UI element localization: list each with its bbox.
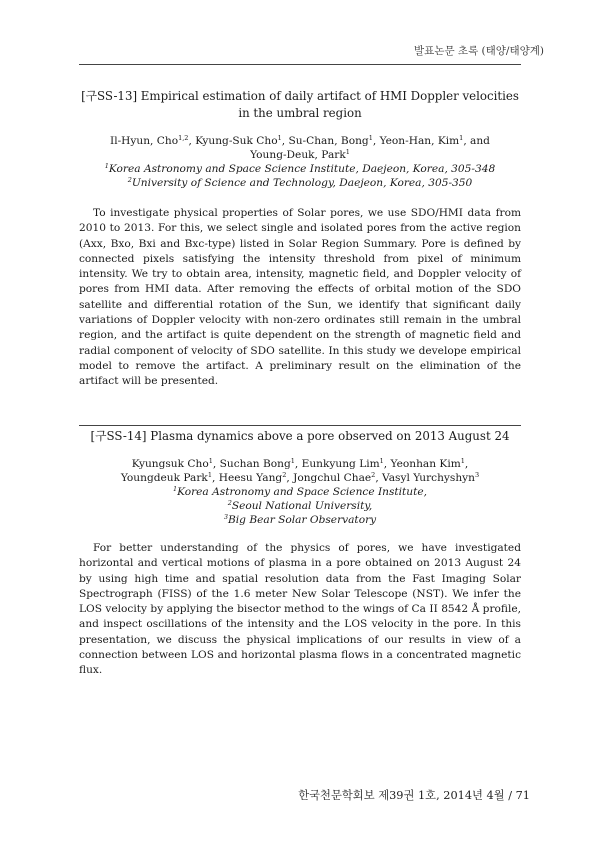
author-name: , Su-Chan, Bong xyxy=(281,135,369,147)
author-name: , Eunkyung Lim xyxy=(294,458,380,470)
author-name: , Yeon-Han, Kim xyxy=(372,135,460,147)
paper1-title-line1: [구SS-13] Empirical estimation of daily artifact of HMI Doppler velocities xyxy=(81,89,519,103)
affiliation-text: University of Science and Technology, Daejeon, Korea, 305-350 xyxy=(131,177,473,189)
affiliation-text: Korea Astronomy and Space Science Institute, Daejeon, Korea, 305-348 xyxy=(108,163,496,175)
affiliation-sup: 2 xyxy=(127,176,132,184)
author-name: , xyxy=(464,458,469,470)
affiliation-sup: 1 xyxy=(104,162,109,170)
author-affiliation-sup: 1 xyxy=(379,457,384,465)
running-header: 발표논문 초록 (태양/태양계) xyxy=(414,45,544,57)
author-affiliation-sup: 1 xyxy=(345,148,350,156)
author-affiliation-sup: 2 xyxy=(282,471,287,479)
paper2-affiliation-3 xyxy=(79,513,521,528)
paper1-authors-line2 xyxy=(79,148,521,163)
footer-citation: 한국천문학회보 제39권 1호, 2014년 4월 / 71 xyxy=(298,789,530,802)
paper2-affiliation-2 xyxy=(79,499,521,514)
affiliation-sup: 3 xyxy=(223,513,228,521)
author-affiliation-sup: 1,2 xyxy=(178,134,189,142)
author-affiliation-sup: 1 xyxy=(460,457,465,465)
paper1-affiliation-2 xyxy=(79,176,521,191)
author-name: , and xyxy=(463,135,490,147)
paper1-affiliation-1 xyxy=(79,162,521,177)
author-name: Il-Hyun, Cho xyxy=(110,135,179,147)
affiliation-sup: 1 xyxy=(172,485,178,493)
author-affiliation-sup: 1 xyxy=(368,134,373,142)
author-affiliation-sup: 3 xyxy=(475,471,480,479)
author-name: , Kyung-Suk Cho xyxy=(188,135,278,147)
paper1-abstract: To investigate physical properties of Solar pores, we use SDO/HMI data from 2010 to 2013. For this, we select single and isolated pores from the active region (Axx, Bxo, Bxi and Bxc-type) listed in Solar Region Summary. Pore is defined by connected pixels satisfying the intensity threshold from pixel of minimum intensity. We try to obtain area, intensity, magnetic field, and Doppler velocity of pores from HMI data. After removing the effects of orbital motion of the SDO satellite and differential rotation of the Sun, we identify that significant daily variations of Doppler velocity with non-zero ordinates still remain in the umbral region, and the artifact is quite dependent on the strength of magnetic field and radial component of velocity of SDO satellite. In this study we develope empirical model to remove the artifact. A preliminary result on the elimination of the artifact will be presented. xyxy=(79,207,521,388)
affiliation-sup: 2 xyxy=(227,499,232,507)
affiliation-text: Seoul National University, xyxy=(231,500,373,512)
paper2-affiliation-1 xyxy=(79,485,521,500)
author-name: , Heesu Yang xyxy=(211,472,283,484)
author-name: , Suchan Bong xyxy=(212,458,291,470)
author-name: , Yeonhan Kim xyxy=(383,458,461,470)
author-name: Youngdeuk Park xyxy=(120,472,208,484)
author-affiliation-sup: 2 xyxy=(371,471,376,479)
author-name: Young-Deuk, Park xyxy=(250,149,346,161)
author-affiliation-sup: 1 xyxy=(277,134,282,142)
paper1-authors-line1 xyxy=(79,134,521,149)
paper1-title-line2: in the umbral region xyxy=(238,106,362,120)
author-affiliation-sup: 1 xyxy=(290,457,295,465)
author-name: Kyungsuk Cho xyxy=(131,458,209,470)
author-affiliation-sup: 1 xyxy=(207,471,212,479)
author-affiliation-sup: 1 xyxy=(208,457,213,465)
top-rule xyxy=(79,64,521,65)
affiliation-text: Big Bear Solar Observatory xyxy=(228,514,377,526)
author-name: , Vasyl Yurchyshyn xyxy=(375,472,475,484)
paper2-abstract: For better understanding of the physics of pores, we have investigated horizontal and vertical motions of plasma in a pore obtained on 2013 August 24 by using high time and spatial resolution data from the Fast Imaging Solar Spectrograph (FISS) of the 1.6 meter New Solar Telescope (NST). We infer the LOS velocity by applying the bisector method to the wings of Ca II 8542 Å profile, and inspect oscillations of the intensity and the LOS velocity in the pore. In this presentation, we discuss the physical implications of our results in view of a connection between LOS and horizontal plasma flows in a concentrated magnetic flux. xyxy=(79,542,521,677)
paper2-authors-line2 xyxy=(79,471,521,486)
author-name: , Jongchul Chae xyxy=(286,472,372,484)
paper2-title: [구SS-14] Plasma dynamics above a pore observed on 2013 August 24 xyxy=(90,429,510,443)
paper2-authors-line1 xyxy=(79,457,521,472)
section-divider-rule xyxy=(79,425,521,426)
author-affiliation-sup: 1 xyxy=(459,134,464,142)
affiliation-text: Korea Astronomy and Space Science Institute, xyxy=(177,486,428,498)
